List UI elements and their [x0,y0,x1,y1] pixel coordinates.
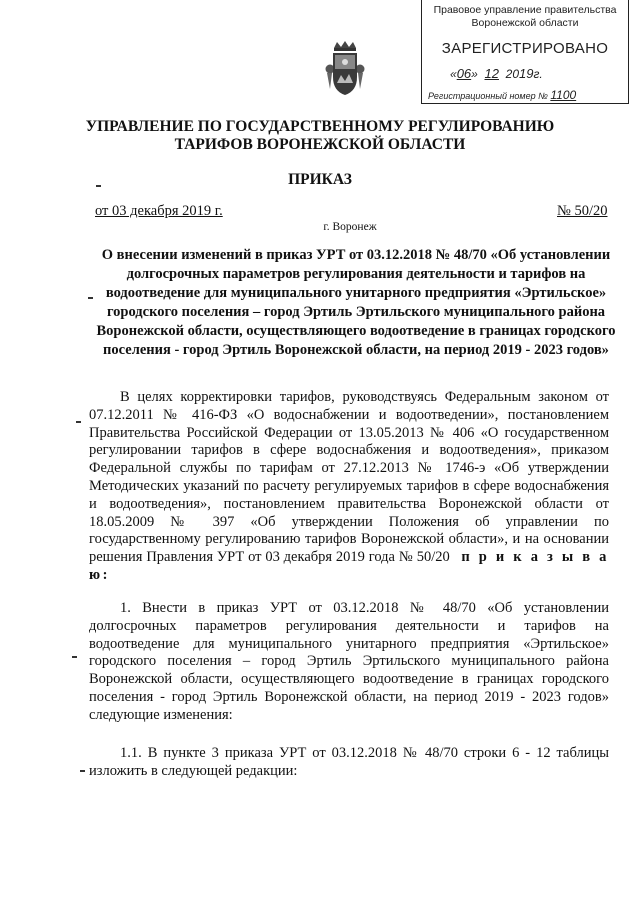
scan-mark [72,656,77,658]
order-word: п р и к а з ы в а ю: [89,549,609,583]
stamp-date-month: 12 [484,66,499,81]
scan-mark [80,770,85,772]
stamp-registered: ЗАРЕГИСТРИРОВАНО [441,40,609,57]
stamp-region: Воронежской области [471,17,579,29]
stamp-reg-label: Регистрационный номер № [428,91,548,101]
document-date: от 03 декабря 2019 г. [95,203,223,219]
preamble-paragraph [89,389,609,585]
document-type: ПРИКАЗ [288,171,352,188]
stamp-date-year-prefix: 20 [505,67,519,81]
scan-mark [76,421,81,423]
org-name-line2: ТАРИФОВ ВОРОНЕЖСКОЙ ОБЛАСТИ [174,136,466,153]
stamp-reg-number [428,88,576,102]
stamp-date: «06» 12 2019г. [450,66,543,81]
stamp-authority: Правовое управление правительства [433,4,617,16]
preamble-text: В целях корректировки тарифов, руководствуясь Федеральным законом от 07.12.2011 № 416-ФЗ «О водоснабжении и водоотведении», постановлением Правительства Российской Федерации от 13.05.2013 № 406 «О государственном регулировании тарифов в сфере водоснабжения и водоотведения», приказом Федеральной службы по тарифам от 27.12.2013 № 1746-э «Об утверждении Методических указаний по расчету регулируемых тарифов в сфере водоснабжения и водоотведения», постановлением правительства Воронежской области от 18.05.2009 № 397 «Об утверждении Положения об управлении по государственному регулированию тарифов Воронежской области», и на основании решения Правления УРТ от 03 декабря 2019 года № 50/20 [89,389,609,566]
document-title: О внесении изменений в приказ УРТ от 03.12.2018 № 48/70 «Об установлении долгосрочных параметров регулирования деятельности и тарифов на водоотведение для муниципального унитарного предприятия «Эртильское» городского поселения – город Эртиль Эртильского муниципального района Воронежской области, осуществляющего водоотведение в границах городского поселения - город Эртиль Воронежской области, на период 2019 - 2023 годов» [96,247,616,358]
coat-of-arms-icon [323,39,367,97]
document-number: № 50/20 [557,203,608,219]
registration-stamp [421,0,629,104]
stamp-reg-value: 1100 [550,88,577,102]
document-city: г. Воронеж [323,221,377,233]
scan-mark [88,297,93,299]
stamp-date-year: 19 [519,66,534,81]
scan-mark [96,185,101,187]
item-1-paragraph: 1. Внести в приказ УРТ от 03.12.2018 № 48/70 «Об установлении долгосрочных параметров регулирования деятельности и тарифов на водоотведение для муниципального унитарного предприятия «Эртильское» городского поселения – город Эртиль Эртильского муниципального района Воронежской области, осуществляющего водоотведение в границах городского поселения - город Эртиль Воронежской области, на период 2019 - 2023 годов» следующие изменения: [89,600,609,723]
stamp-date-suffix: г. [533,67,543,81]
item-1-1-paragraph: 1.1. В пункте 3 приказа УРТ от 03.12.2018 № 48/70 строки 6 - 12 таблицы изложить в следующей редакции: [89,745,609,779]
stamp-date-day: 06 [456,66,472,81]
org-name-line1: УПРАВЛЕНИЕ ПО ГОСУДАРСТВЕННОМУ РЕГУЛИРОВАНИЮ [85,118,555,135]
